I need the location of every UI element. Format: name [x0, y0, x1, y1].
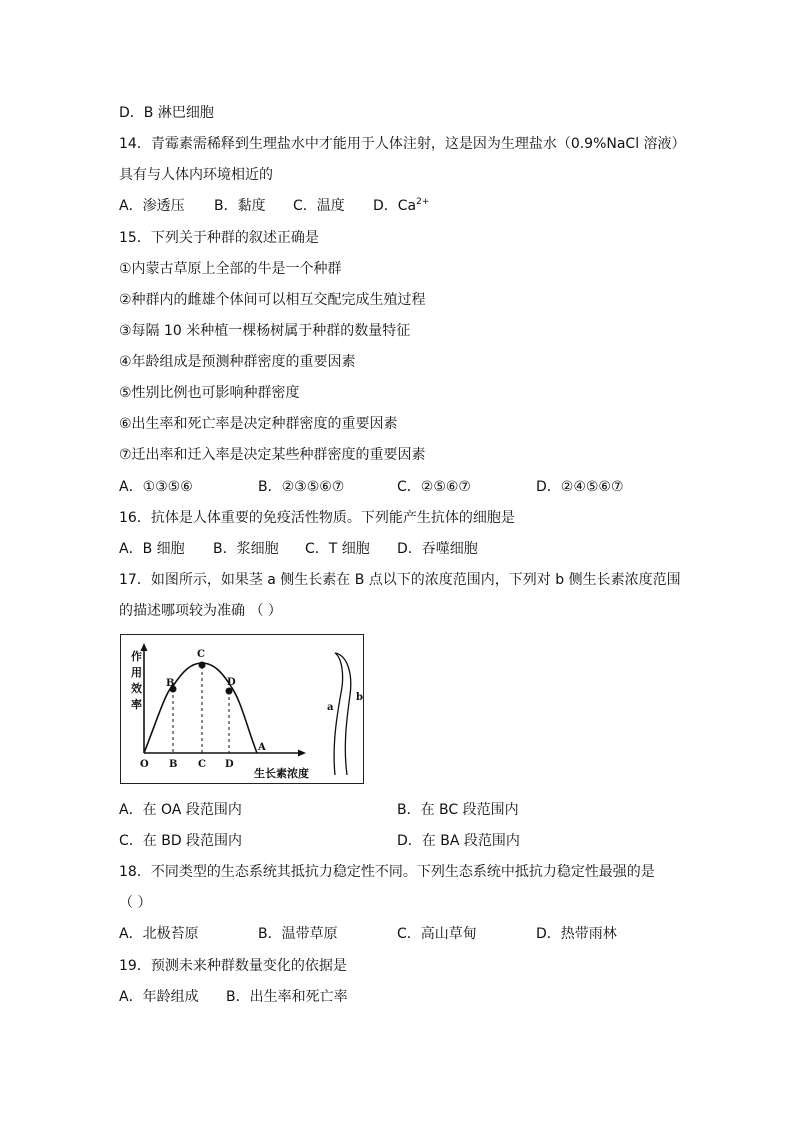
q15-statement-6: ⑥出生率和死亡率是决定种群密度的重要因素: [119, 416, 398, 432]
q19-stem: 19．预测未来种群数量变化的依据是: [119, 958, 347, 974]
q19-option-b[interactable]: B．出生率和死亡率: [226, 989, 348, 1005]
option-line: D．B 淋巴细胞: [119, 105, 214, 121]
q15-statement-4: ④年龄组成是预测种群密度的重要因素: [119, 354, 356, 370]
label-end-a: A: [258, 742, 266, 753]
q15-statement-7: ⑦迁出率和迁入率是决定某些种群密度的重要因素: [119, 447, 426, 463]
x-axis-arrow: [298, 750, 306, 757]
q18-option-a[interactable]: A．北极苔原: [119, 926, 199, 942]
q14-option-d-text: D．Ca: [373, 198, 417, 214]
q15-statement-1: ①内蒙古草原上全部的牛是一个种群: [119, 261, 342, 277]
y-label-2: 用: [131, 666, 142, 679]
superscript: 2+: [416, 197, 430, 207]
q14-stem: 14．青霉素需稀释到生理盐水中才能用于人体注射，这是因为生理盐水（0.9%NaCl 溶液）: [119, 136, 686, 152]
q14-options: [119, 196, 429, 216]
q14-option-c[interactable]: C．温度: [293, 198, 345, 214]
q18-stem-cont: （ ）: [119, 895, 152, 911]
q15-options: [119, 477, 624, 497]
q17-option-b[interactable]: B．在 BC 段范围内: [397, 802, 519, 818]
q16-options: [119, 539, 478, 559]
q17-option-d[interactable]: D．在 BA 段范围内: [397, 833, 520, 849]
q14-option-b[interactable]: B．黏度: [214, 198, 266, 214]
y-label-1: 作: [131, 650, 142, 663]
q17-stem: 17．如图所示，如果茎 a 侧生长素在 B 点以下的浓度范围内，下列对 b 侧生长素浓度范围: [119, 572, 681, 588]
q18-option-c[interactable]: C．高山草甸: [397, 926, 477, 942]
q16-option-b[interactable]: B．浆细胞: [213, 541, 279, 557]
y-label-3: 效: [131, 682, 142, 695]
tick-d: D: [225, 759, 234, 770]
label-point-d: D: [227, 677, 236, 688]
growth-hormone-figure: [120, 634, 364, 784]
q18-options: [119, 924, 617, 944]
q16-option-d[interactable]: D．吞噬细胞: [397, 541, 478, 557]
label-origin: O: [140, 759, 149, 770]
q14-option-d[interactable]: [373, 196, 429, 216]
q15-option-b[interactable]: B．②③⑤⑥⑦: [258, 479, 345, 495]
stem-outline-left: [334, 653, 343, 775]
q15-option-d[interactable]: D．②④⑤⑥⑦: [536, 479, 624, 495]
q18-stem: 18．不同类型的生态系统其抵抗力稳定性不同。下列生态系统中抵抗力稳定性最强的是: [119, 864, 655, 880]
q17-option-c[interactable]: C．在 BD 段范围内: [119, 833, 243, 849]
q17-options-row-1: [119, 800, 519, 820]
point-c: [199, 662, 206, 669]
response-curve: [144, 663, 257, 753]
y-label-4: 率: [131, 698, 142, 711]
stem-side-b: b: [356, 692, 363, 703]
q15-option-c[interactable]: C．②⑤⑥⑦: [397, 479, 471, 495]
q15-option-a[interactable]: A．①③⑤⑥: [119, 479, 193, 495]
q15-stem: 15．下列关于种群的叙述正确是: [119, 230, 319, 246]
x-axis-label: 生长素浓度: [254, 767, 309, 780]
q14-stem-cont: 具有与人体内环境相近的: [119, 167, 273, 183]
q14-option-a[interactable]: A．渗透压: [119, 198, 185, 214]
q17-options-row-2: [119, 831, 520, 851]
tick-c: C: [198, 759, 206, 770]
stem-side-a: a: [327, 702, 334, 713]
q16-option-a[interactable]: A．B 细胞: [119, 541, 185, 557]
q16-stem: 16．抗体是人体重要的免疫活性物质。下列能产生抗体的细胞是: [119, 510, 515, 526]
q15-statement-3: ③每隔 10 米种植一棵杨树属于种群的数量特征: [119, 323, 411, 339]
tick-b: B: [169, 759, 178, 770]
q19-options: [119, 987, 348, 1007]
figure-svg: [121, 635, 365, 785]
label-point-b: B: [166, 678, 175, 689]
q18-option-d[interactable]: D．热带雨林: [536, 926, 617, 942]
q17-stem-cont: 的描述哪项较为准确 （ ）: [119, 603, 282, 619]
q17-option-a[interactable]: A．在 OA 段范围内: [119, 802, 242, 818]
label-point-c: C: [197, 649, 205, 660]
q19-option-a[interactable]: A．年龄组成: [119, 989, 199, 1005]
q15-statement-5: ⑤性别比例也可影响种群密度: [119, 385, 300, 401]
q16-option-c[interactable]: C．T 细胞: [305, 541, 370, 557]
q15-statement-2: ②种群内的雌雄个体间可以相互交配完成生殖过程: [119, 292, 426, 308]
q18-option-b[interactable]: B．温带草原: [258, 926, 338, 942]
point-d: [226, 688, 233, 695]
